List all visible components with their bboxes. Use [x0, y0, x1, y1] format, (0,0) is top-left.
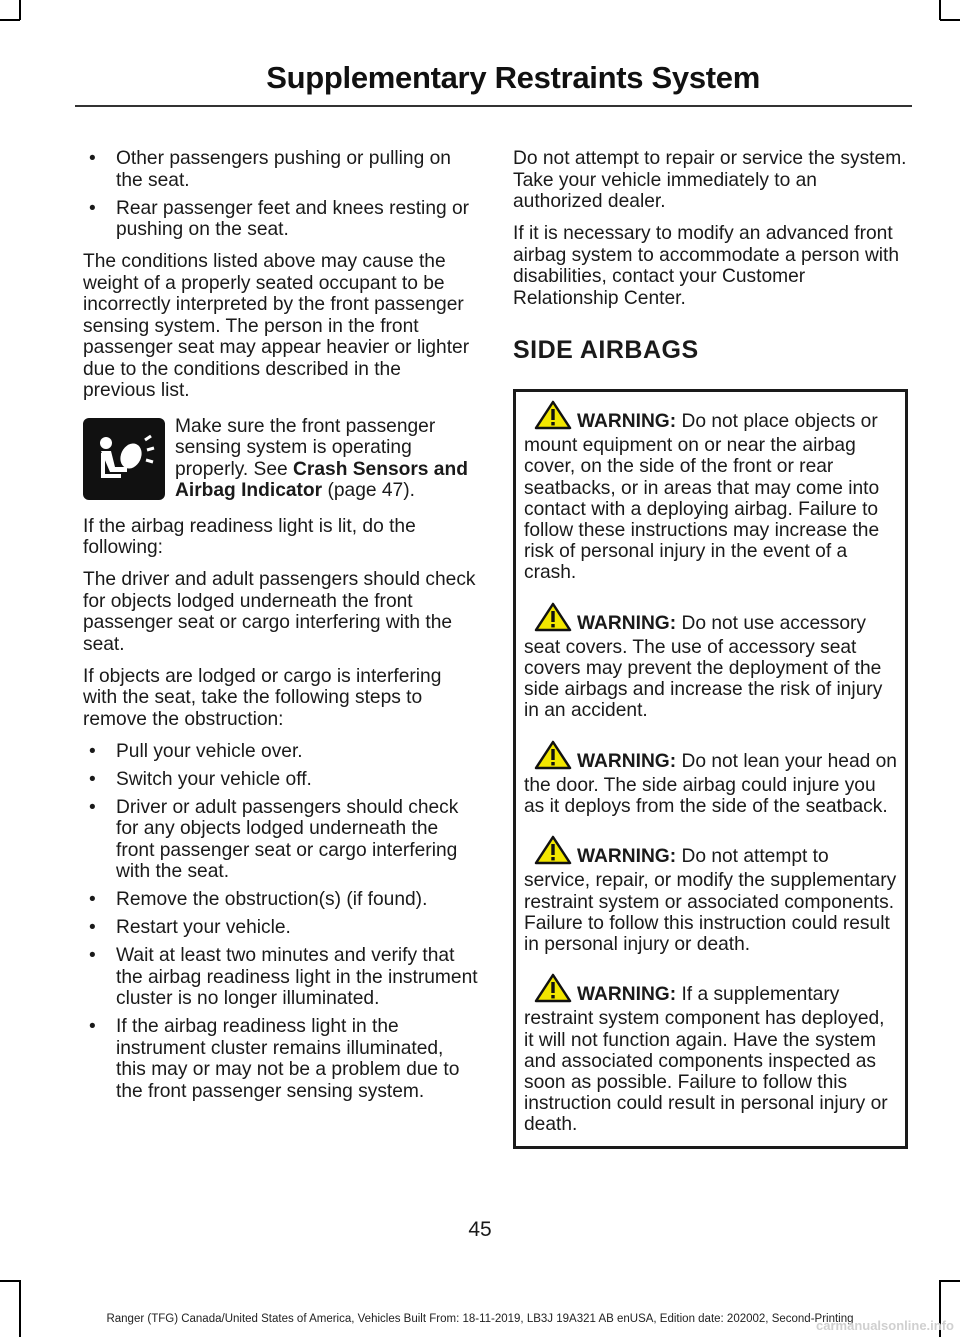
- warning-text: Do not attempt to service, repair, or modify the supplementary restraint system or associated components. Failure to follow this instruction could result in personal injury or death.: [524, 846, 897, 956]
- list-item: • Wait at least two minutes and verify that the airbag readiness light in the instrument cluster is no longer illuminated.: [83, 945, 478, 1010]
- warning-item: [524, 740, 897, 818]
- warning-text: If a supplementary restraint system component has deployed, it will not function again. Have the system and associated components inspected as soon as possible. Failure to follow this instruction could result in personal injury or death.: [524, 984, 888, 1136]
- warning-label: WARNING:: [577, 750, 677, 772]
- warning-item: [524, 602, 897, 722]
- list-item: • Switch your vehicle off.: [83, 769, 478, 791]
- page-reference: (page 47).: [322, 480, 415, 501]
- page-number: 45: [468, 1218, 492, 1241]
- list-item: • Other passengers pushing or pulling on the seat.: [83, 148, 478, 191]
- paragraph-repair: Do not attempt to repair or service the system. Take your vehicle immediately to an authorized dealer.: [513, 148, 907, 212]
- left-column: [83, 148, 478, 1113]
- list-item: • Rear passenger feet and knees resting or pushing on the seat.: [83, 198, 478, 241]
- warning-text: Do not place objects or mount equipment on or near the airbag cover, on the side of the front or rear seatbacks, or in areas that may come into contact with a deploying airbag. Failure to follow these instructions may increase the risk of personal injury in the event of a crash.: [524, 411, 880, 584]
- warning-triangle-icon: [534, 740, 572, 775]
- header-divider: [75, 105, 912, 107]
- warning-triangle-icon: [534, 973, 572, 1008]
- warning-triangle-icon: [534, 602, 572, 637]
- right-column: [513, 148, 908, 1149]
- section-heading: SIDE AIRBAGS: [513, 336, 699, 364]
- crop-mark: [0, 19, 20, 21]
- icon-note: [83, 416, 478, 502]
- paragraph-check: The driver and adult passengers should check for objects lodged underneath the front passenger seat or cargo interfering with the seat.: [83, 569, 476, 655]
- cross-reference-link[interactable]: Crash Sensors and Airbag Indicator: [175, 458, 468, 501]
- crop-mark: [19, 1280, 21, 1337]
- warning-item: [524, 973, 897, 1135]
- paragraph-conditions: The conditions listed above may cause the weight of a properly seated occupant to be incorrectly interpreted by the front passenger sensing system. The person in the front passenger seat may appear heavier or lighter due to the conditions described in the previous list.: [83, 251, 470, 401]
- crop-mark: [940, 1280, 960, 1282]
- footer-text: Ranger (TFG) Canada/United States of America, Vehicles Built From: 18-11-2019, LB3J 19A321 AB enUSA, Edition date: 202002, Second-Printing: [106, 1313, 854, 1325]
- crop-mark: [939, 0, 941, 20]
- warning-label: WARNING:: [577, 984, 677, 1006]
- paragraph-modify: If it is necessary to modify an advanced front airbag system to accommodate a person with disabilities, contact your Customer Relationship Center.: [513, 223, 900, 309]
- warning-item: [524, 400, 897, 584]
- bullet-list-conditions: [83, 148, 478, 241]
- list-item: • Pull your vehicle over.: [83, 741, 478, 763]
- warning-box: [513, 389, 908, 1149]
- page-title: Supplementary Restraints System: [266, 60, 760, 95]
- crop-mark: [19, 0, 21, 20]
- icon-note-text: Make sure the front passenger sensing system is operating properly. See: [175, 415, 436, 480]
- warning-label: WARNING:: [577, 846, 677, 868]
- warning-triangle-icon: [534, 400, 572, 435]
- bullet-list-steps: [83, 741, 478, 1103]
- list-item: • Remove the obstruction(s) (if found).: [83, 889, 478, 911]
- watermark: carmanualsonline.info: [816, 1318, 954, 1333]
- paragraph-objects: If objects are lodged or cargo is interfering with the seat, take the following steps to remove the obstruction:: [83, 665, 442, 730]
- list-item: • Restart your vehicle.: [83, 917, 478, 939]
- crop-mark: [940, 19, 960, 21]
- airbag-passenger-icon: [83, 418, 165, 500]
- warning-text: Do not use accessory seat covers. The use of accessory seat covers may prevent the deployment of the side airbags and increase the risk of injury in an accident.: [524, 612, 883, 722]
- paragraph-light: If the airbag readiness light is lit, do the following:: [83, 515, 416, 558]
- list-item: • Driver or adult passengers should check for any objects lodged underneath the front passenger seat or cargo interfering with the seat.: [83, 797, 478, 883]
- warning-label: WARNING:: [577, 411, 677, 432]
- warning-label: WARNING:: [577, 612, 677, 634]
- crop-mark: [0, 1280, 20, 1282]
- warning-text: Do not lean your head on the door. The side airbag could injure you as it deploys from the side of the seatback.: [524, 750, 897, 818]
- warning-triangle-icon: [534, 835, 572, 870]
- list-item: • If the airbag readiness light in the instrument cluster remains illuminated, this may or may not be a problem due to the front passenger sensing system.: [83, 1016, 478, 1102]
- warning-item: [524, 835, 897, 955]
